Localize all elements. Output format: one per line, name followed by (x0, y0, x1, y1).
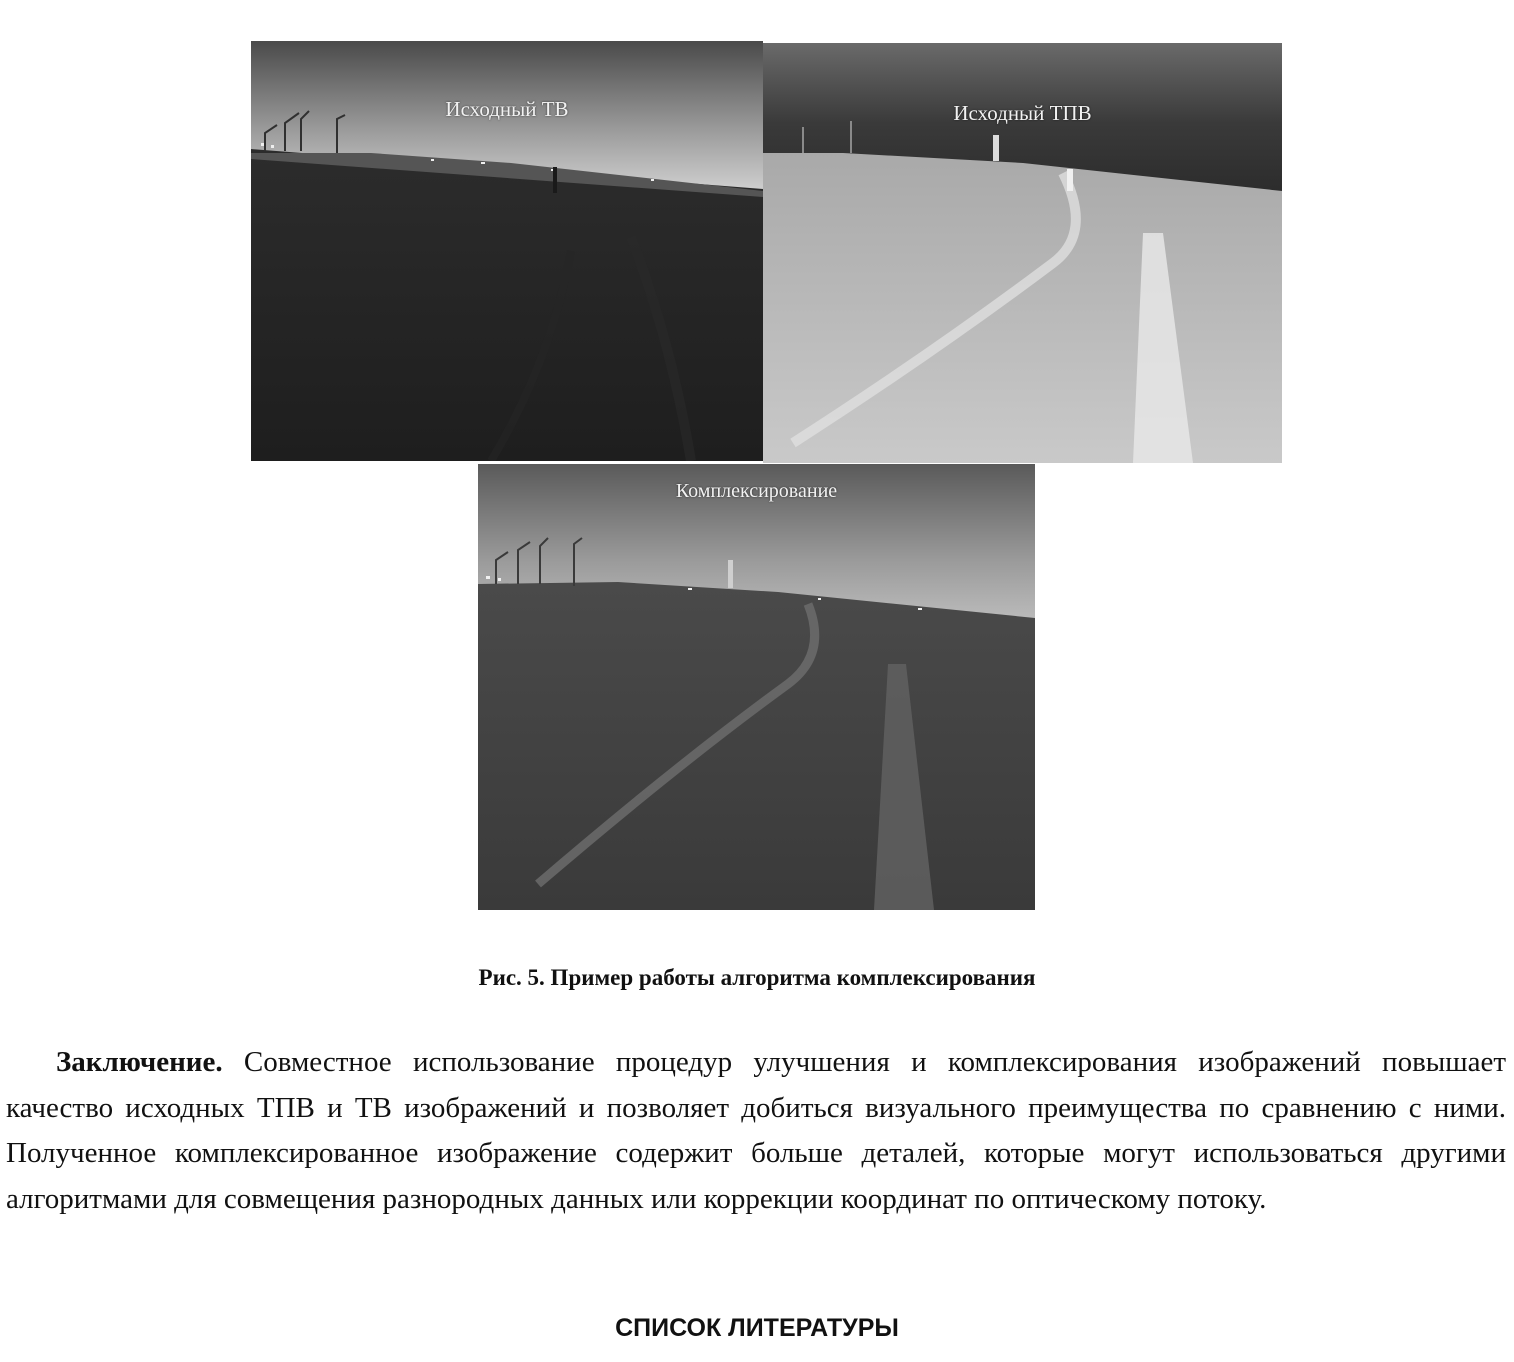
references-heading: СПИСОК ЛИТЕРАТУРЫ (615, 1314, 899, 1342)
conclusion-text: Совместное использование процедур улучшения и комплексирования изображений повышает качество исходных ТПВ и ТВ изображений и позволяет добиться визуального преимущества по сравнению с ними. Полученное комплексированное изображение содержит больше деталей, которые могут использоваться другими алгоритмами для совмещения разнородных данных или коррекции координат по оптическому потоку. (6, 1046, 1507, 1215)
fused-image (478, 464, 1035, 910)
tv-source-image (251, 41, 763, 461)
tpv-image-label: Исходный ТПВ (953, 101, 1092, 125)
tpv-source-image (763, 43, 1282, 463)
conclusion-paragraph (6, 1040, 1506, 1222)
fusion-image-label: Комплексирование (675, 480, 838, 502)
fusion-scene-graphic (478, 464, 1035, 910)
figure-caption: Рис. 5. Пример работы алгоритма комплексирования (478, 965, 1036, 990)
tv-image-label: Исходный ТВ (445, 97, 569, 121)
conclusion-lead: Заключение. (56, 1046, 223, 1078)
